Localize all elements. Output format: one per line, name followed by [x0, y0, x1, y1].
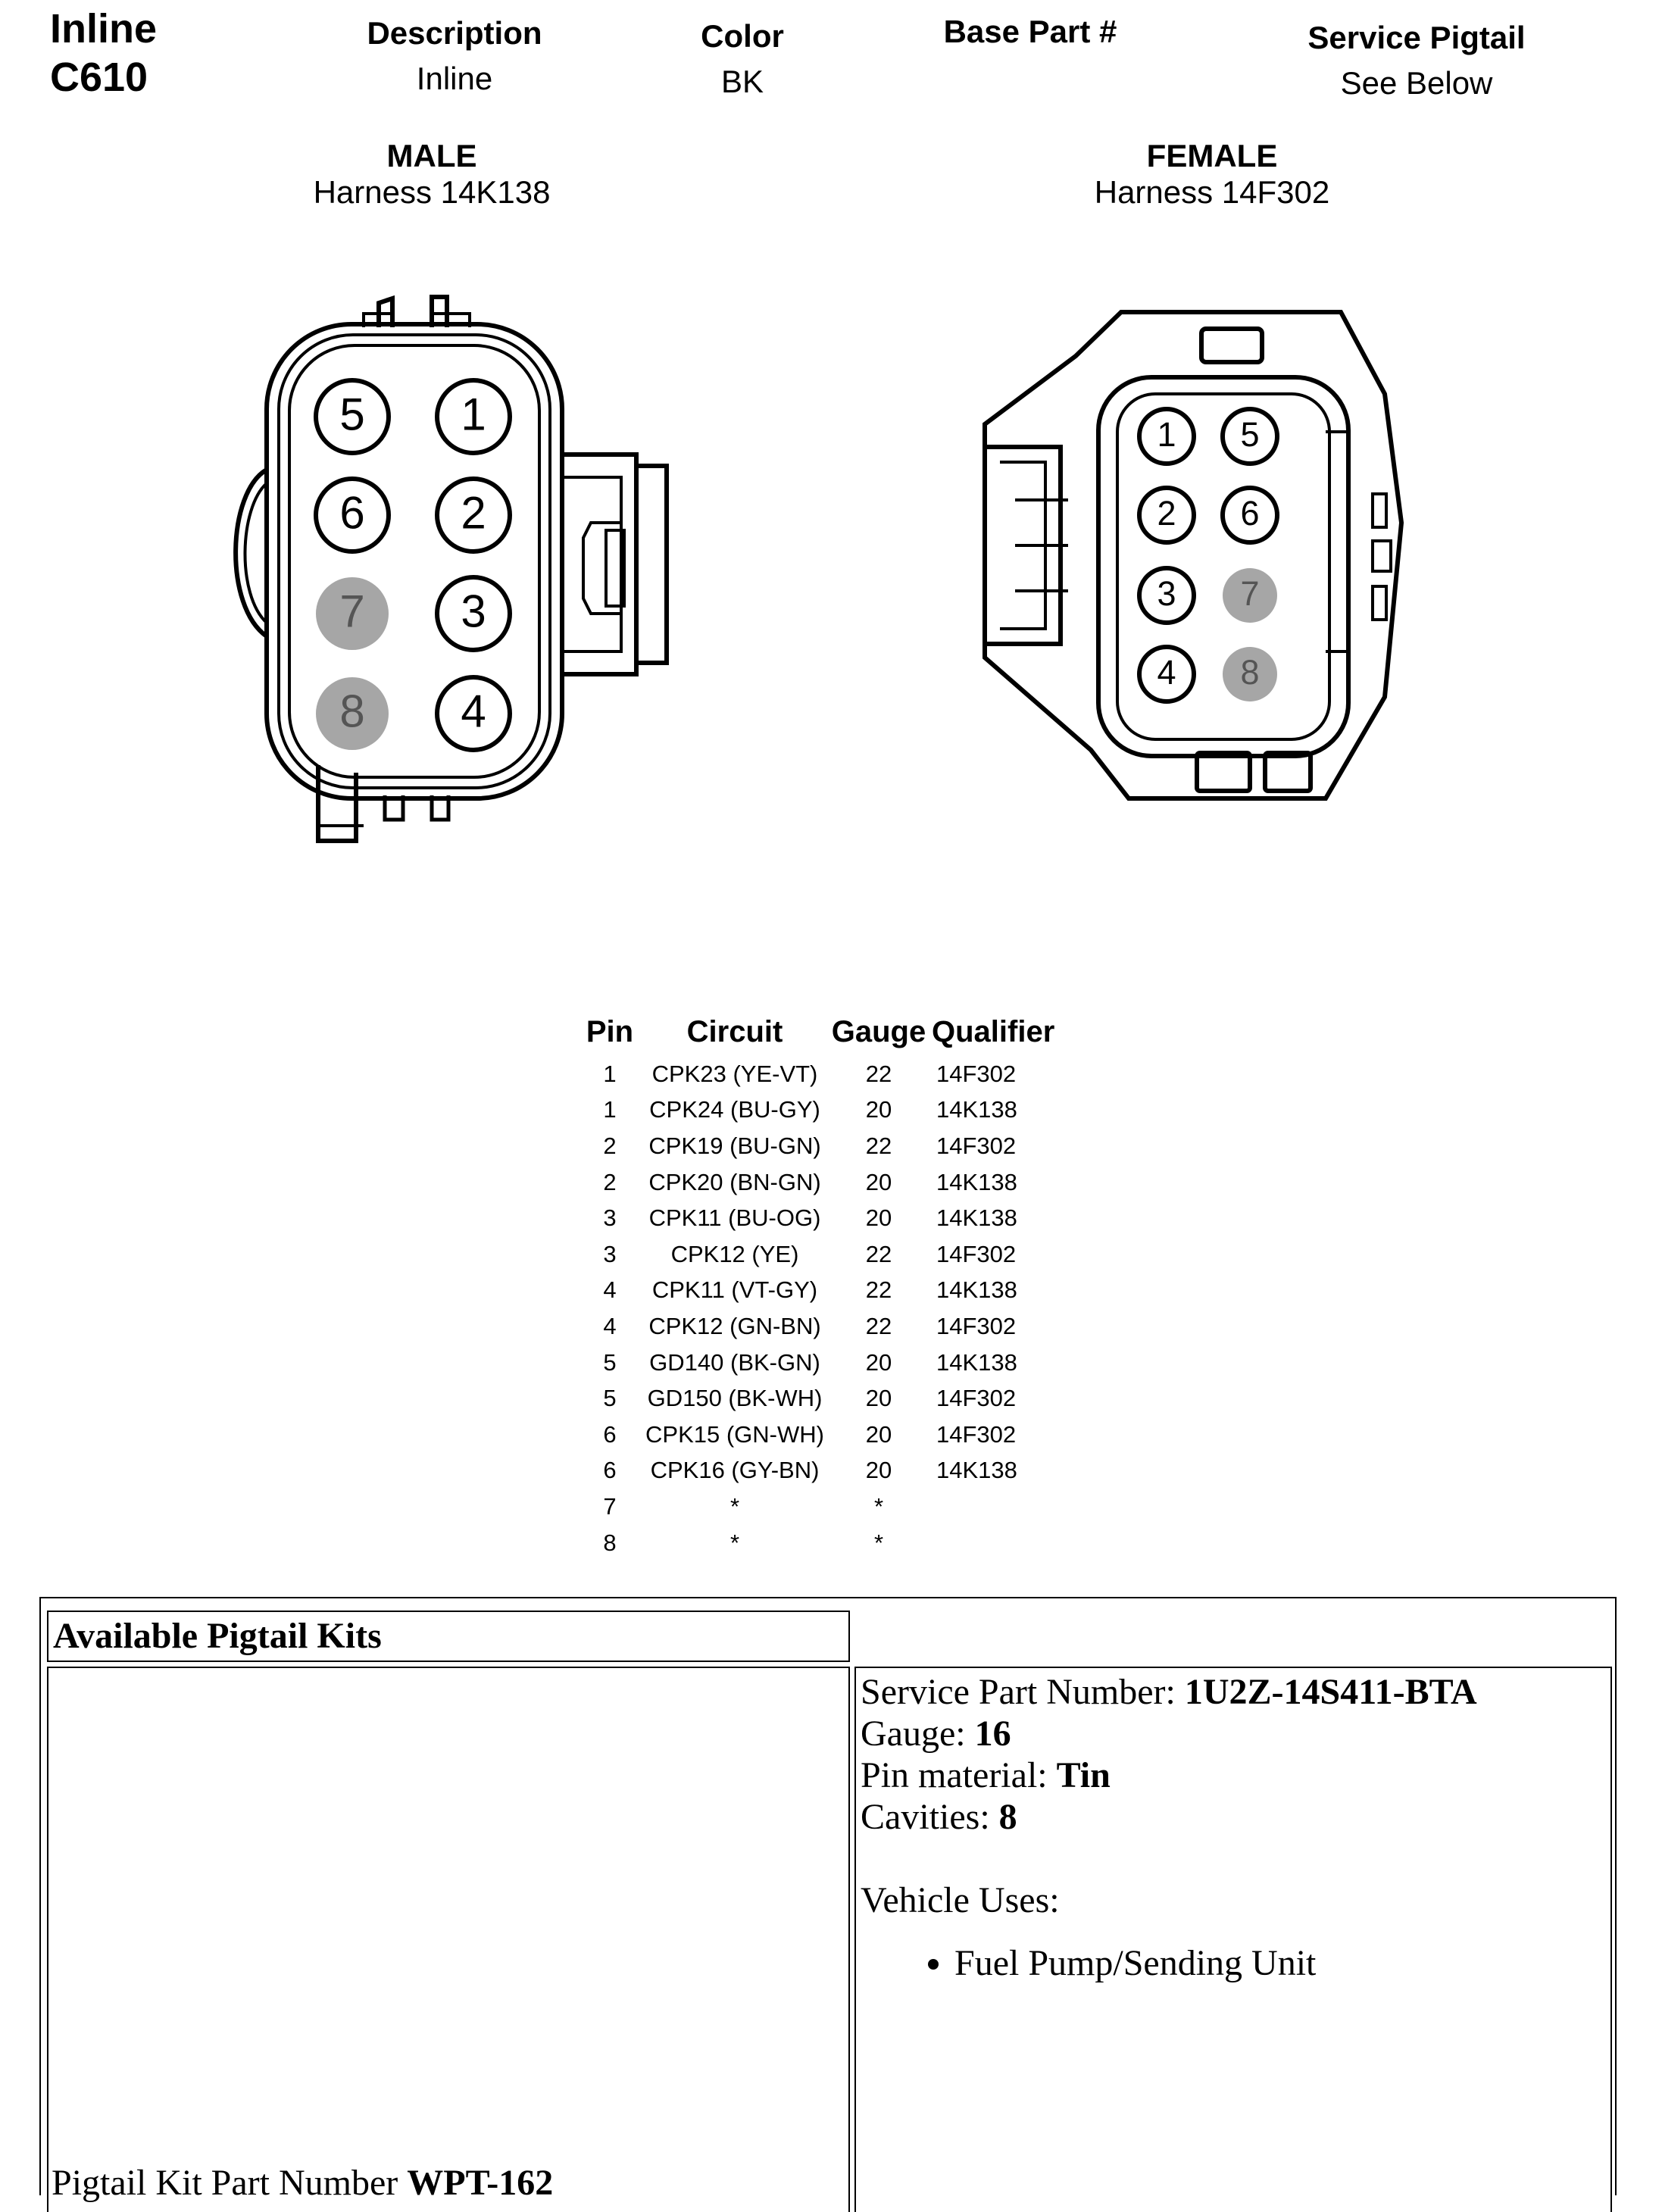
female-pin-label: 4 [1157, 652, 1176, 692]
male-pin-label: 6 [339, 487, 365, 539]
gauge-cell: 22 [865, 1060, 892, 1087]
male-pin-label: 1 [461, 389, 486, 440]
male-title: MALE [386, 138, 477, 173]
male-connector-diagram [212, 280, 712, 856]
service-part-details [861, 1671, 1606, 1838]
male-pin-label: 2 [461, 487, 486, 539]
table-row [576, 1380, 1054, 1417]
pin-cell: 3 [603, 1204, 617, 1232]
service-part-box [854, 1667, 1612, 2212]
table-row [576, 1453, 1054, 1489]
male-pin-label: 8 [339, 686, 365, 737]
detail-value: 8 [998, 1797, 1017, 1837]
detail-label: Service Part Number: [861, 1672, 1185, 1712]
color-label: Color [701, 18, 784, 54]
table-row [576, 1525, 1054, 1561]
qualifier-cell [932, 1525, 1054, 1561]
base-part-column [909, 9, 1151, 55]
gauge-cell: 22 [865, 1312, 892, 1339]
description-column [341, 11, 568, 102]
qualifier-cell: 14K138 [936, 1457, 1017, 1484]
pin-cell: 2 [603, 1132, 617, 1159]
female-window [1373, 494, 1386, 527]
male-outer-shell [267, 324, 562, 798]
gauge-cell: * [873, 1492, 884, 1520]
circuit-cell: CPK12 (GN-BN) [648, 1312, 821, 1339]
gauge-cell: 22 [865, 1276, 892, 1304]
qualifier-cell: 14F302 [936, 1240, 1017, 1267]
pin-cell: 1 [603, 1060, 617, 1087]
header-gauge: Gauge [831, 1014, 926, 1048]
circuit-cell: CPK12 (YE) [670, 1240, 799, 1267]
pigtail-kit-box [47, 1667, 850, 2212]
circuit-cell: * [729, 1492, 740, 1520]
vehicle-uses-label: Vehicle Uses: [861, 1880, 1060, 1920]
female-harness: Harness 14F302 [1094, 174, 1330, 210]
qualifier-cell: 14K138 [936, 1204, 1017, 1232]
pin-cell: 6 [603, 1420, 617, 1448]
table-row [576, 1345, 1054, 1381]
color-column [667, 14, 818, 105]
circuit-cell: CPK16 (GY-BN) [650, 1457, 820, 1484]
circuit-cell: CPK23 (YE-VT) [651, 1060, 818, 1087]
male-side-bump [236, 470, 267, 636]
qualifier-cell: 14K138 [936, 1276, 1017, 1304]
qualifier-cell: 14F302 [936, 1132, 1017, 1159]
table-row [576, 1417, 1054, 1453]
gauge-cell: 20 [865, 1168, 892, 1195]
pigtail-kit-label: Pigtail Kit Part Number [52, 2163, 398, 2203]
pigtail-title: Available Pigtail Kits [53, 1616, 382, 1656]
header-pin: Pin [586, 1014, 634, 1048]
circuit-cell: CPK11 (VT-GY) [651, 1276, 818, 1304]
qualifier-cell: 14F302 [936, 1060, 1017, 1087]
male-pin-label: 3 [461, 586, 486, 637]
detail-value: 1U2Z-14S411-BTA [1184, 1672, 1477, 1712]
detail-label: Cavities: [861, 1797, 999, 1837]
detail-value: Tin [1056, 1755, 1111, 1795]
pin-cell: 3 [603, 1240, 617, 1267]
detail-line [861, 1754, 1606, 1796]
vehicle-use-item: • Fuel Pump/Sending Unit [954, 1942, 1606, 1984]
detail-line [861, 1671, 1606, 1713]
pin-table-header [576, 1008, 1054, 1056]
pigtail-title-box [47, 1611, 850, 1662]
service-pigtail-value: See Below [1340, 65, 1493, 101]
base-part-label: Base Part # [943, 14, 1117, 49]
pin-cell: 5 [603, 1348, 617, 1376]
table-row [576, 1056, 1054, 1092]
gauge-cell: 22 [865, 1240, 892, 1267]
circuit-cell: * [729, 1529, 740, 1556]
circuit-cell: GD150 (BK-WH) [647, 1385, 823, 1412]
circuit-cell: CPK15 (GN-WH) [645, 1420, 824, 1448]
gauge-cell: 20 [865, 1204, 892, 1232]
service-pigtail-label: Service Pigtail [1307, 20, 1526, 55]
male-pin-label: 5 [339, 389, 365, 440]
table-row [576, 1200, 1054, 1236]
pin-cell: 8 [603, 1529, 617, 1556]
male-heading [280, 138, 583, 211]
detail-line [861, 1796, 1606, 1838]
qualifier-cell [932, 1489, 1054, 1525]
female-bottom-tab [1197, 753, 1250, 791]
circuit-cell: CPK11 (BU-OG) [648, 1204, 821, 1232]
service-pigtail-column [1273, 15, 1560, 106]
table-row [576, 1164, 1054, 1201]
female-connector-diagram [970, 295, 1424, 818]
header-circuit: Circuit [686, 1014, 783, 1048]
female-pin-label: 7 [1240, 573, 1260, 613]
female-top-tab [1201, 329, 1262, 362]
table-row [576, 1489, 1054, 1525]
pin-cell: 2 [603, 1168, 617, 1195]
circuit-cell: GD140 (BK-GN) [649, 1348, 820, 1376]
pin-cell: 1 [603, 1096, 617, 1123]
male-pin-label: 4 [461, 686, 486, 737]
description-value: Inline [416, 61, 493, 96]
female-pin-label: 2 [1157, 493, 1176, 533]
table-row [576, 1128, 1054, 1164]
male-harness: Harness 14K138 [313, 174, 551, 210]
circuit-cell: CPK19 (BU-GN) [648, 1132, 821, 1159]
circuit-cell: CPK20 (BN-GN) [648, 1168, 821, 1195]
female-pin-label: 1 [1157, 414, 1176, 454]
pigtail-section [39, 1597, 1617, 2203]
table-row [576, 1308, 1054, 1345]
detail-label: Pin material: [861, 1755, 1057, 1795]
pin-cell: 4 [603, 1276, 617, 1304]
male-pin-label: 7 [339, 586, 365, 637]
gauge-cell: 22 [865, 1132, 892, 1159]
pin-cell: 6 [603, 1457, 617, 1484]
female-outer-housing [985, 312, 1401, 798]
female-pin-label: 6 [1240, 493, 1260, 533]
gauge-cell: * [873, 1529, 884, 1556]
qualifier-cell: 14F302 [936, 1312, 1017, 1339]
female-heading [1053, 138, 1371, 211]
qualifier-cell: 14F302 [936, 1385, 1017, 1412]
detail-value: 16 [974, 1714, 1011, 1754]
gauge-cell: 20 [865, 1420, 892, 1448]
gauge-cell: 20 [865, 1385, 892, 1412]
description-label: Description [367, 15, 542, 51]
female-pin-label: 3 [1157, 573, 1176, 613]
table-row [576, 1236, 1054, 1273]
table-row [576, 1092, 1054, 1129]
female-pin-label: 5 [1240, 414, 1260, 454]
circuit-cell: CPK24 (BU-GY) [649, 1096, 820, 1123]
table-row [576, 1273, 1054, 1309]
connector-type: Inline [50, 6, 158, 52]
header-qualifier: Qualifier [932, 1014, 1055, 1048]
female-title: FEMALE [1146, 138, 1278, 173]
pin-table [576, 1008, 1091, 1561]
female-pin-label: 8 [1240, 652, 1260, 692]
gauge-cell: 20 [865, 1096, 892, 1123]
gauge-cell: 20 [865, 1348, 892, 1376]
qualifier-cell: 14K138 [936, 1348, 1017, 1376]
qualifier-cell: 14F302 [936, 1420, 1017, 1448]
pin-cell: 5 [603, 1385, 617, 1412]
vehicle-uses-list [861, 1942, 1606, 1984]
connector-heading [50, 5, 157, 102]
connector-id: C610 [50, 55, 148, 100]
gauge-cell: 20 [865, 1457, 892, 1484]
color-value: BK [720, 64, 764, 99]
qualifier-cell: 14K138 [936, 1168, 1017, 1195]
detail-label: Gauge: [861, 1714, 975, 1754]
detail-line [861, 1713, 1606, 1754]
pin-cell: 4 [603, 1312, 617, 1339]
pigtail-kit-number: WPT-162 [407, 2163, 554, 2203]
qualifier-cell: 14K138 [936, 1096, 1017, 1123]
pin-cell: 7 [603, 1492, 617, 1520]
